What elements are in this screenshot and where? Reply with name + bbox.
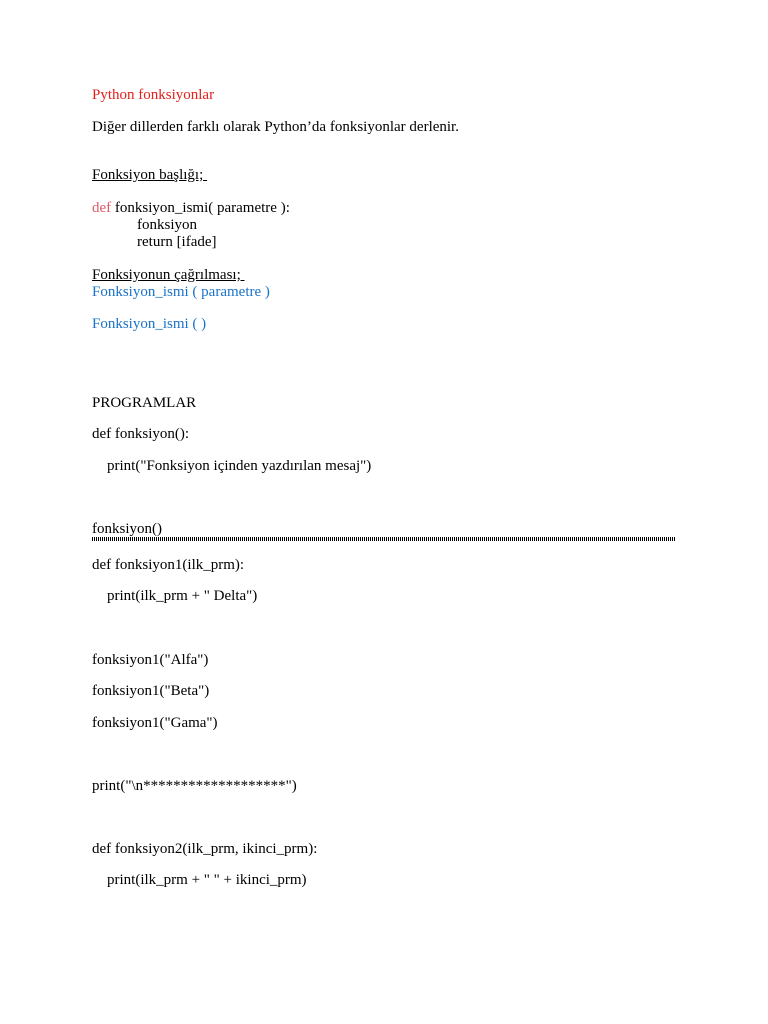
code-def-fonksiyon: def fonksiyon(): [92,426,190,442]
call-example-params: Fonksiyon_ismi ( parametre ) [92,284,270,300]
dotted-separator [92,537,676,541]
code-call-beta: fonksiyon1("Beta") [92,683,210,699]
code-print-delta: print(ilk_prm + " Delta") [107,588,258,604]
code-call-gama: fonksiyon1("Gama") [92,715,218,731]
code-call-alfa: fonksiyon1("Alfa") [92,652,209,668]
intro-text: Diğer dillerden farklı olarak Python’da fonksiyonlar derlenir. [92,119,459,135]
document-title: Python fonksiyonlar [92,87,215,103]
function-call-label: Fonksiyonun çağrılması; [92,267,245,283]
def-line [92,199,290,217]
code-def-fonksiyon1: def fonksiyon1(ilk_prm): [92,557,245,573]
programs-heading: PROGRAMLAR [92,395,197,411]
code-def-fonksiyon2: def fonksiyon2(ilk_prm, ikinci_prm): [92,841,318,857]
call-example-empty: Fonksiyon_ismi ( ) [92,316,207,332]
code-print-concat: print(ilk_prm + " " + ikinci_prm) [107,872,307,888]
code-print-stars: print("\n*******************") [92,778,297,794]
def-body: fonksiyon [137,217,197,233]
function-header-label: Fonksiyon başlığı; [92,167,208,183]
code-call-fonksiyon: fonksiyon() [92,521,162,537]
def-signature: fonksiyon_ismi( parametre ): [111,200,290,216]
def-return: return [ifade] [137,234,217,250]
code-print-message: print("Fonksiyon içinden yazdırılan mesaj") [107,458,372,474]
def-keyword: def [92,200,112,216]
